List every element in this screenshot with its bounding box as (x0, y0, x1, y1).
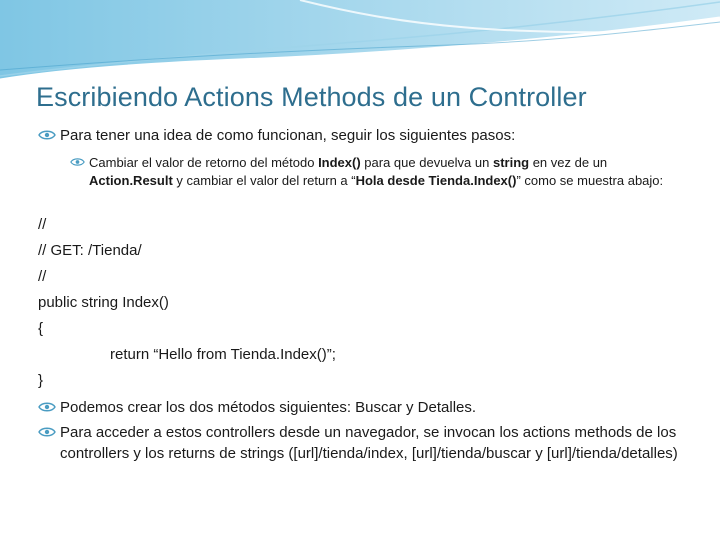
header-wave-decoration (0, 0, 720, 90)
bullet-access-text: Para acceder a estos controllers desde un navegador, se invocan los actions methods de los controllers y los returns de strings ([url]/tienda/index, [url]/tienda/buscar y [url]/tienda/detalles) (60, 424, 678, 462)
slide-title: Escribiendo Actions Methods de un Controller (36, 82, 587, 112)
code-line: return “Hello from Tienda.Index()”; (110, 346, 336, 363)
code-line: // (38, 268, 47, 285)
bullet-intro (38, 125, 688, 146)
sub-bullet-text (89, 155, 663, 188)
eye-bullet-icon (38, 426, 56, 438)
text-part: ” como se muestra abajo: (516, 173, 664, 188)
bullet-access (38, 422, 688, 464)
text-part: para que devuelva un (360, 155, 493, 170)
intro-list (38, 125, 688, 198)
eye-bullet-icon (38, 401, 56, 413)
code-sample (38, 212, 336, 394)
bullet-intro-text: Para tener una idea de como funcionan, seguir los siguientes pasos: (60, 127, 516, 144)
text-part: y cambiar el valor del return a “ (172, 173, 356, 188)
bold-method: Index() (318, 155, 361, 170)
text-part: en vez de un (529, 155, 608, 170)
text-part: Cambiar el valor de retorno del método (89, 155, 319, 170)
bullet-methods-text: Podemos crear los dos métodos siguientes: Buscar y Detalles. (60, 399, 477, 416)
bold-type: string (492, 155, 530, 170)
eye-bullet-icon (70, 157, 85, 167)
bold-type: Action.Result (89, 173, 173, 188)
bold-return-value: Hola desde Tienda.Index() (355, 173, 517, 188)
bullet-methods (38, 397, 688, 418)
closing-list (38, 397, 688, 468)
eye-bullet-icon (38, 129, 56, 141)
code-line: { (38, 320, 44, 337)
code-line: // (38, 216, 47, 233)
code-line: // GET: /Tienda/ (38, 242, 142, 259)
sub-bullet-instruction (70, 154, 679, 190)
code-line: } (38, 372, 44, 389)
code-line: public string Index() (38, 294, 169, 311)
